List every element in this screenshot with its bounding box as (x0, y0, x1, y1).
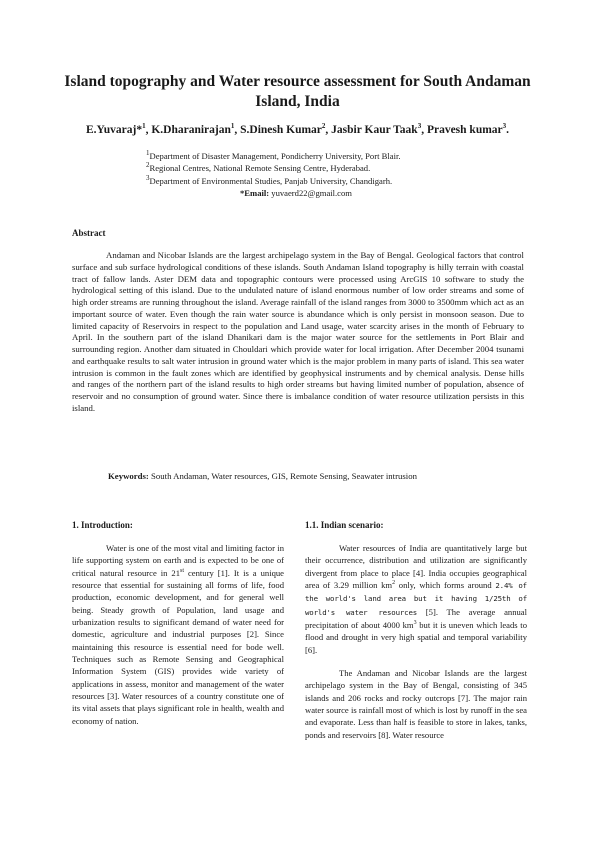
affiliation-line (146, 175, 476, 187)
affiliation-block (146, 150, 476, 199)
keywords-text: South Andaman, Water resources, GIS, Remote Sensing, Seawater intrusion (148, 471, 417, 481)
paragraph-text: [5]. The average annual precipitation of about 4000 km (305, 606, 527, 631)
author-affiliation-number: 3 (502, 122, 507, 131)
paragraph-text: Water resources of India are quantitatively large but their occurrence, distribution and utilization are significantly divergent from place to place [4]. India occupies geographical area of 3.29 million km (305, 543, 527, 591)
author-name: K.Dharanirajan (151, 124, 231, 136)
author-name: E.Yuvaraj* (85, 124, 143, 136)
author-separator: , (145, 124, 152, 136)
affiliation-number: 1 (146, 149, 150, 158)
keywords-line (108, 471, 528, 481)
paragraph-text: but it is uneven which leads to flood and drought in very high spatial and temporal variability [6]. (305, 620, 527, 655)
section-heading-indian-scenario: 1.1. Indian scenario: (305, 520, 384, 530)
author-affiliation-number: 2 (321, 122, 326, 131)
author-affiliation-number: 1 (142, 122, 146, 131)
author-name: Jasbir Kaur Taak (331, 124, 418, 136)
author-name: Pravesh kumar (426, 124, 503, 136)
superscript: 3 (413, 620, 417, 627)
introduction-column (72, 542, 284, 727)
author-affiliation-number: 3 (417, 122, 422, 131)
author-list (40, 123, 555, 137)
affiliation-number: 3 (146, 173, 150, 182)
author-separator: , (421, 124, 427, 136)
affiliation-line (146, 150, 476, 162)
affiliation-line (146, 162, 476, 174)
abstract-body: Andaman and Nicobar Islands are the largest archipelago system in the Bay of Bengal. Geological factors that control surface and sub surface hydrological conditions of these islands. South Andaman Island topography is hilly terrain with coastal tract of fallow lands. Aster DEM data and topographic contours were processed using ArcGIS 10 software to study the hydrological setting of this island. Due to the undulated nature of island enormous number of low order streams and some of high order streams are running throughout the island. Average rainfall of the island ranges from 3000 to 3500mm which act as an important source of water. Even though the rain water source is abundance which is only persist in monsoon season. Due to limited capacity of Reservoirs in respect to the population and Land usage, water scarcity arises in the month of February to April. In the southern part of the island Dhanikari dam is the major water source for the settlements in Port Blair and surrounding region. Another dam situated in Chouldari which provide water for local irrigation. After December 2004 tsunami and earthquake results to salt water intrusion in ground water which is the major problem in many parts of island. This sea water intrusion is common in the fault zones which are identified by geophysical instruments and by chemical analysis. Dense hills and ranges of the northern part of the island results to high order streams but having limited number of population, absence of reservoir and no consumption of ground water. Since there is imbalance condition of water resource utilization persists in this island. (72, 250, 524, 413)
paper-title: Island topography and Water resource assessment for South Andaman Island, India (64, 73, 531, 110)
affiliation-text: Department of Disaster Management, Pondicherry University, Port Blair. (149, 151, 401, 161)
author-separator: . (506, 124, 510, 136)
ordinal-suffix: st (180, 567, 185, 574)
author-affiliation-number: 1 (230, 122, 235, 131)
indian-scenario-column (305, 542, 527, 741)
abstract-heading: Abstract (72, 228, 106, 238)
paragraph-text: century [1]. It is a unique resource that essential for sustaining all forms of life, food production, economic development, and for general well being. Steady growth of Population, land usage and urbanization results to significant demand of water need for domestic, agriculture and industrial purposes [2]. Since maintaining this resource is essential need for bode well. Techniques such as Remote Sensing and Geographical Information System (GIS) provides wide variety of applications in assess, monitor and management of the water resources [3]. Water resources of a country constitute one of its vital assets that plays significant role in health, wealth and economy of nation. (72, 567, 284, 726)
contact-email-line (146, 187, 446, 199)
indian-scenario-paragraph: The Andaman and Nicobar Islands are the largest archipelago system in the Bay of Bengal, consisting of 345 islands and 206 rocks and rocky outcrops [7]. The major rain water source is rainfall most of which is lost by runoff in the sea and evaporate. Less than half is feasible to store in lakes, tanks, ponds and reservoirs [8]. Water resource (305, 668, 527, 740)
paragraph-text: Water is one of the most vital and limiting factor in life supporting system on earth and is expected to be one of critical natural resource in 21 (72, 543, 284, 578)
email-address: yuvaerd22@gmail.com (271, 187, 352, 198)
keywords-label: Keywords: (108, 471, 149, 481)
author-separator: , (325, 124, 332, 136)
indian-scenario-paragraph (305, 542, 527, 656)
affiliation-text: Regional Centres, National Remote Sensing Centre, Hyderabad. (149, 163, 371, 174)
author-separator: , (234, 124, 241, 136)
affiliation-number: 2 (146, 161, 150, 170)
email-label: *Email: (240, 187, 270, 198)
superscript: 2 (392, 580, 396, 587)
introduction-paragraph (72, 542, 284, 727)
affiliation-text: Department of Environmental Studies, Panjab University, Chandigarh. (149, 175, 393, 186)
section-heading-introduction: 1. Introduction: (72, 520, 133, 530)
paragraph-text: only, which forms around (395, 580, 496, 591)
paragraph-text-mono: 2.4% of the world's land area but it having 1/25th of world's water resources (305, 581, 527, 617)
author-name: S.Dinesh Kumar (240, 124, 322, 136)
